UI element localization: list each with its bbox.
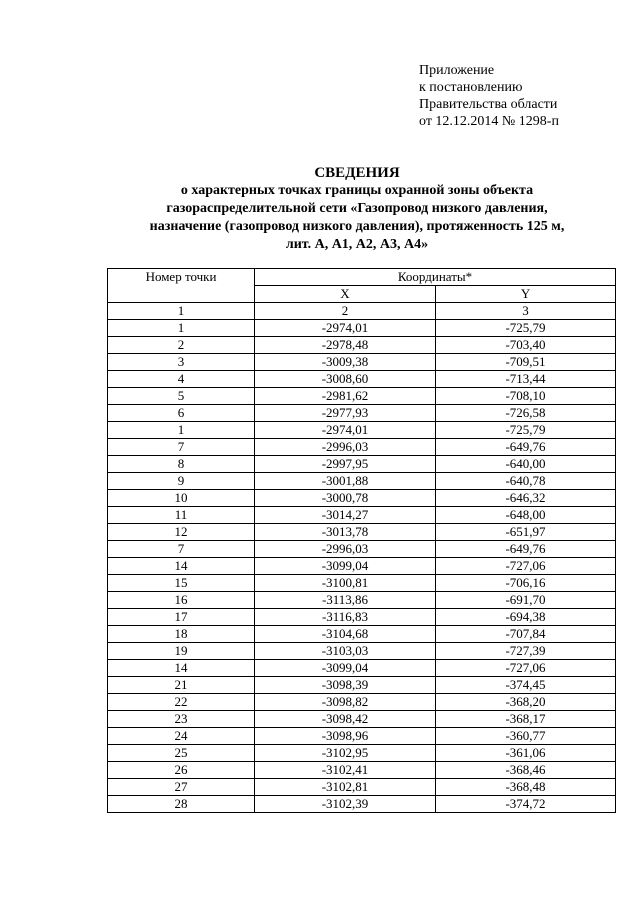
table-row — [108, 677, 616, 694]
point-number-cell: 9 — [108, 473, 255, 490]
table-row — [108, 439, 616, 456]
x-coordinate-cell: -3098,42 — [255, 711, 436, 728]
table-row — [108, 779, 616, 796]
table-row — [108, 456, 616, 473]
title-line: о характерных точках границы охранной зоны объекта — [180, 183, 534, 198]
y-coordinate-cell: -368,20 — [436, 694, 616, 711]
y-coordinate-cell: -374,45 — [436, 677, 616, 694]
header-point-number: Номер точки — [108, 269, 255, 303]
point-number-cell: 19 — [108, 643, 255, 660]
table-row — [108, 575, 616, 592]
y-coordinate-cell: -713,44 — [436, 371, 616, 388]
point-number-cell: 7 — [108, 541, 255, 558]
x-coordinate-cell: -3000,78 — [255, 490, 436, 507]
y-coordinate-cell: -726,58 — [436, 405, 616, 422]
table-row — [108, 354, 616, 371]
title-line: назначение (газопровод низкого давления), протяженность 125 м, — [149, 219, 565, 234]
table-row — [108, 609, 616, 626]
y-coordinate-cell: -361,06 — [436, 745, 616, 762]
coordinates-table — [107, 268, 616, 813]
point-number-cell: 22 — [108, 694, 255, 711]
x-coordinate-cell: -3104,68 — [255, 626, 436, 643]
point-number-cell: 14 — [108, 660, 255, 677]
column-number: 1 — [108, 303, 255, 320]
y-coordinate-cell: -368,17 — [436, 711, 616, 728]
point-number-cell: 4 — [108, 371, 255, 388]
column-number: 3 — [436, 303, 616, 320]
header-y: Y — [436, 286, 616, 303]
point-number-cell: 7 — [108, 439, 255, 456]
point-number-cell: 1 — [108, 320, 255, 337]
point-number-cell: 6 — [108, 405, 255, 422]
x-coordinate-cell: -3100,81 — [255, 575, 436, 592]
x-coordinate-cell: -3013,78 — [255, 524, 436, 541]
point-number-cell: 1 — [108, 422, 255, 439]
y-coordinate-cell: -725,79 — [436, 320, 616, 337]
y-coordinate-cell: -706,16 — [436, 575, 616, 592]
x-coordinate-cell: -3103,03 — [255, 643, 436, 660]
point-number-cell: 27 — [108, 779, 255, 796]
x-coordinate-cell: -2997,95 — [255, 456, 436, 473]
y-coordinate-cell: -649,76 — [436, 541, 616, 558]
table-row — [108, 762, 616, 779]
table-row — [108, 626, 616, 643]
table-row — [108, 337, 616, 354]
table-column-number-row — [108, 303, 616, 320]
point-number-cell: 5 — [108, 388, 255, 405]
table-row — [108, 558, 616, 575]
appendix-line: Приложение — [419, 63, 495, 78]
x-coordinate-cell: -2996,03 — [255, 541, 436, 558]
point-number-cell: 25 — [108, 745, 255, 762]
appendix-line: к постановлению — [419, 80, 523, 95]
x-coordinate-cell: -3001,88 — [255, 473, 436, 490]
y-coordinate-cell: -649,76 — [436, 439, 616, 456]
table-row — [108, 643, 616, 660]
table-row — [108, 660, 616, 677]
y-coordinate-cell: -707,84 — [436, 626, 616, 643]
x-coordinate-cell: -3099,04 — [255, 660, 436, 677]
y-coordinate-cell: -727,06 — [436, 660, 616, 677]
y-coordinate-cell: -640,78 — [436, 473, 616, 490]
x-coordinate-cell: -3009,38 — [255, 354, 436, 371]
y-coordinate-cell: -646,32 — [436, 490, 616, 507]
y-coordinate-cell: -640,00 — [436, 456, 616, 473]
point-number-cell: 10 — [108, 490, 255, 507]
point-number-cell: 26 — [108, 762, 255, 779]
title-heading: СВЕДЕНИЯ — [314, 165, 400, 181]
table-row — [108, 711, 616, 728]
x-coordinate-cell: -2978,48 — [255, 337, 436, 354]
y-coordinate-cell: -691,70 — [436, 592, 616, 609]
point-number-cell: 14 — [108, 558, 255, 575]
y-coordinate-cell: -368,48 — [436, 779, 616, 796]
table-row — [108, 473, 616, 490]
y-coordinate-cell: -651,97 — [436, 524, 616, 541]
table-row — [108, 728, 616, 745]
x-coordinate-cell: -3116,83 — [255, 609, 436, 626]
x-coordinate-cell: -3102,81 — [255, 779, 436, 796]
table-row — [108, 507, 616, 524]
table-row — [108, 541, 616, 558]
point-number-cell: 17 — [108, 609, 255, 626]
y-coordinate-cell: -708,10 — [436, 388, 616, 405]
point-number-cell: 12 — [108, 524, 255, 541]
table-row — [108, 745, 616, 762]
title-line: лит. А, А1, А2, А3, А4» — [285, 237, 429, 252]
x-coordinate-cell: -3099,04 — [255, 558, 436, 575]
header-x: X — [255, 286, 436, 303]
y-coordinate-cell: -725,79 — [436, 422, 616, 439]
y-coordinate-cell: -703,40 — [436, 337, 616, 354]
x-coordinate-cell: -3008,60 — [255, 371, 436, 388]
y-coordinate-cell: -727,06 — [436, 558, 616, 575]
x-coordinate-cell: -2996,03 — [255, 439, 436, 456]
y-coordinate-cell: -368,46 — [436, 762, 616, 779]
x-coordinate-cell: -3098,96 — [255, 728, 436, 745]
point-number-cell: 3 — [108, 354, 255, 371]
table-row — [108, 405, 616, 422]
x-coordinate-cell: -2977,93 — [255, 405, 436, 422]
table-row — [108, 320, 616, 337]
appendix-line: от 12.12.2014 № 1298-п — [419, 114, 559, 129]
x-coordinate-cell: -3014,27 — [255, 507, 436, 524]
x-coordinate-cell: -3098,39 — [255, 677, 436, 694]
table-row — [108, 524, 616, 541]
table-row — [108, 371, 616, 388]
table-row — [108, 422, 616, 439]
y-coordinate-cell: -709,51 — [436, 354, 616, 371]
x-coordinate-cell: -3102,39 — [255, 796, 436, 813]
coordinates-table-body — [108, 269, 616, 813]
appendix-note — [419, 62, 559, 130]
y-coordinate-cell: -360,77 — [436, 728, 616, 745]
point-number-cell: 11 — [108, 507, 255, 524]
appendix-line: Правительства области — [419, 97, 558, 112]
title-line: газораспределительной сети «Газопровод низкого давления, — [166, 201, 548, 216]
x-coordinate-cell: -3102,95 — [255, 745, 436, 762]
x-coordinate-cell: -3098,82 — [255, 694, 436, 711]
point-number-cell: 16 — [108, 592, 255, 609]
point-number-cell: 28 — [108, 796, 255, 813]
x-coordinate-cell: -2981,62 — [255, 388, 436, 405]
point-number-cell: 15 — [108, 575, 255, 592]
point-number-cell: 23 — [108, 711, 255, 728]
table-row — [108, 388, 616, 405]
table-row — [108, 796, 616, 813]
table-row — [108, 592, 616, 609]
x-coordinate-cell: -3113,86 — [255, 592, 436, 609]
column-number: 2 — [255, 303, 436, 320]
y-coordinate-cell: -648,00 — [436, 507, 616, 524]
point-number-cell: 21 — [108, 677, 255, 694]
table-header-row — [108, 269, 616, 286]
point-number-cell: 8 — [108, 456, 255, 473]
point-number-cell: 24 — [108, 728, 255, 745]
x-coordinate-cell: -2974,01 — [255, 320, 436, 337]
table-row — [108, 694, 616, 711]
x-coordinate-cell: -2974,01 — [255, 422, 436, 439]
table-row — [108, 490, 616, 507]
x-coordinate-cell: -3102,41 — [255, 762, 436, 779]
document-title — [0, 164, 640, 254]
point-number-cell: 18 — [108, 626, 255, 643]
header-coordinates: Координаты* — [255, 269, 616, 286]
y-coordinate-cell: -374,72 — [436, 796, 616, 813]
y-coordinate-cell: -694,38 — [436, 609, 616, 626]
y-coordinate-cell: -727,39 — [436, 643, 616, 660]
point-number-cell: 2 — [108, 337, 255, 354]
